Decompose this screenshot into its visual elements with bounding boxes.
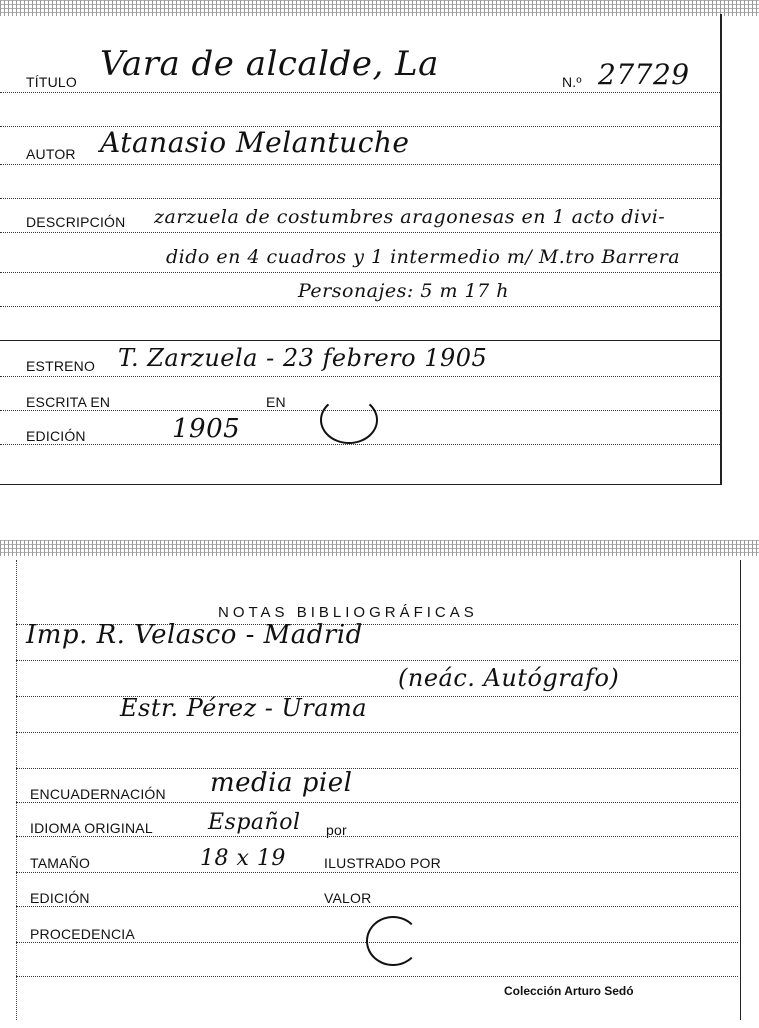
valor-label: VALOR (324, 890, 372, 906)
rule-autor (0, 164, 722, 165)
collection-credit: Colección Arturo Sedó (504, 984, 634, 998)
estreno-label: ESTRENO (26, 358, 96, 374)
catalog-card-back (0, 540, 759, 1028)
encuadernacion-label: ENCUADERNACIÓN (30, 786, 166, 802)
card-right-border (740, 560, 741, 1020)
card-top-edge (0, 540, 759, 556)
autor-label: AUTOR (26, 146, 76, 162)
numero-value: 27729 (598, 58, 690, 91)
catalog-card-front (0, 0, 759, 492)
descripcion-line-2: dido en 4 cuadros y 1 intermedio m/ M.tro Barrera (166, 246, 681, 268)
rule (16, 660, 738, 661)
rule-idioma (16, 836, 738, 837)
rule-edicion (16, 906, 738, 907)
notas-line-2: Estr. Pérez - Urama (120, 694, 368, 722)
edicion-label: EDICIÓN (26, 428, 86, 444)
rule (0, 272, 722, 273)
card-bottom-edge (0, 484, 722, 485)
titulo-label: TÍTULO (26, 74, 77, 90)
descripcion-label: DESCRIPCIÓN (26, 214, 126, 230)
rule (16, 768, 738, 769)
idioma-value: Español (208, 810, 301, 835)
card-right-border (720, 14, 722, 484)
idioma-label: IDIOMA ORIGINAL (30, 820, 153, 836)
encuadernacion-value: media piel (210, 768, 353, 798)
rule (0, 198, 722, 199)
ilustrado-label: ILUSTRADO POR (324, 855, 441, 871)
rule-tamano (16, 872, 738, 873)
por-label: por (326, 822, 347, 838)
tamano-label: TAMAÑO (30, 855, 91, 871)
rule-estreno (0, 376, 722, 377)
rule-edicion (0, 444, 722, 445)
card-left-border (16, 560, 17, 1020)
escrita-label: ESCRITA EN (26, 394, 111, 410)
punch-hole-circle (320, 396, 378, 444)
numero-label: N.º (562, 74, 582, 90)
descripcion-line-3: Personajes: 5 m 17 h (298, 280, 509, 302)
notas-heading: NOTAS BIBLIOGRÁFICAS (218, 604, 478, 621)
rule-titulo (0, 92, 722, 93)
rule (0, 306, 722, 307)
autor-value: Atanasio Melantuche (100, 126, 410, 159)
titulo-value: Vara de alcalde, La (100, 44, 439, 84)
rule (16, 732, 738, 733)
edicion-label: EDICIÓN (30, 890, 90, 906)
rule (16, 976, 738, 977)
rule-encuadernacion (16, 802, 738, 803)
edicion-value: 1905 (172, 414, 241, 444)
descripcion-line-1: zarzuela de costumbres aragonesas en 1 acto divi- (154, 206, 666, 228)
en-label: EN (266, 394, 286, 410)
tamano-value: 18 x 19 (200, 846, 286, 871)
punch-hole-circle (366, 916, 420, 966)
estreno-value: T. Zarzuela - 23 febrero 1905 (118, 344, 488, 372)
procedencia-label: PROCEDENCIA (30, 926, 135, 942)
notas-line-1: Imp. R. Velasco - Madrid (26, 620, 363, 650)
rule-descripcion (0, 232, 722, 233)
notas-note: (neác. Autógrafo) (398, 664, 620, 692)
card-top-edge (0, 0, 759, 16)
rule (0, 340, 722, 341)
